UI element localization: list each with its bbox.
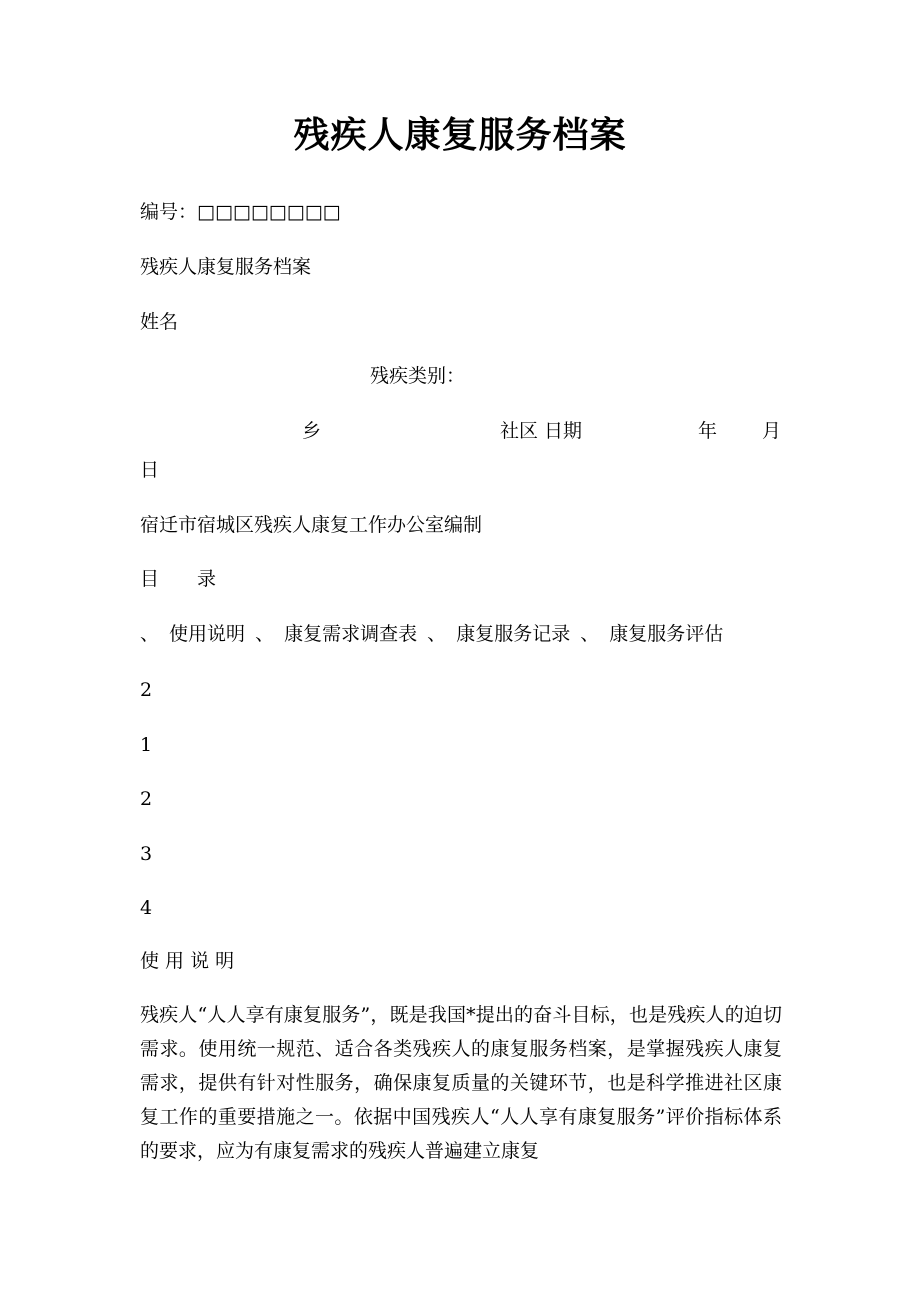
toc-items: 、 使用说明 、 康复需求调查表 、 康复服务记录 、 康复服务评估 <box>140 623 724 645</box>
page-number: 2 <box>140 679 153 701</box>
month-label: 月 <box>762 420 782 442</box>
body-paragraph: 残疾人“人人享有康复服务”，既是我国*提出的奋斗目标，也是残疾人的迫切需求。使用统一规范、适合各类残疾人的康复服务档案，是掌握残疾人康复需求，提供有针对性服务，确保康复质量的关键环节，也是科学推进社区康复工作的重要措施之一。依据中国残疾人“人人享有康复服务”评价指标体系的要求，应为有康复需求的残疾人普遍建立康复 <box>140 1004 782 1162</box>
name-label: 姓名 <box>140 311 179 333</box>
compiler-line: 宿迁市宿城区残疾人康复工作办公室编制 <box>140 514 483 536</box>
subtitle: 残疾人康复服务档案 <box>140 256 312 278</box>
toc-heading: 目 录 <box>140 568 217 590</box>
number-field: 编号：□□□□□□□□ <box>140 201 341 223</box>
township-label: 乡 <box>302 420 322 442</box>
page-number: 2 <box>140 788 153 810</box>
year-label: 年 <box>698 420 718 442</box>
page-number: 4 <box>140 897 153 919</box>
category-label: 残疾类别： <box>370 365 466 387</box>
page-number: 1 <box>140 734 153 756</box>
day-label: 日 <box>140 459 160 481</box>
community-date-label: 社区 日期 <box>500 420 583 442</box>
section-heading: 使 用 说 明 <box>140 950 235 972</box>
page-number: 3 <box>140 843 153 865</box>
document-title: 残疾人康复服务档案 <box>293 114 627 156</box>
